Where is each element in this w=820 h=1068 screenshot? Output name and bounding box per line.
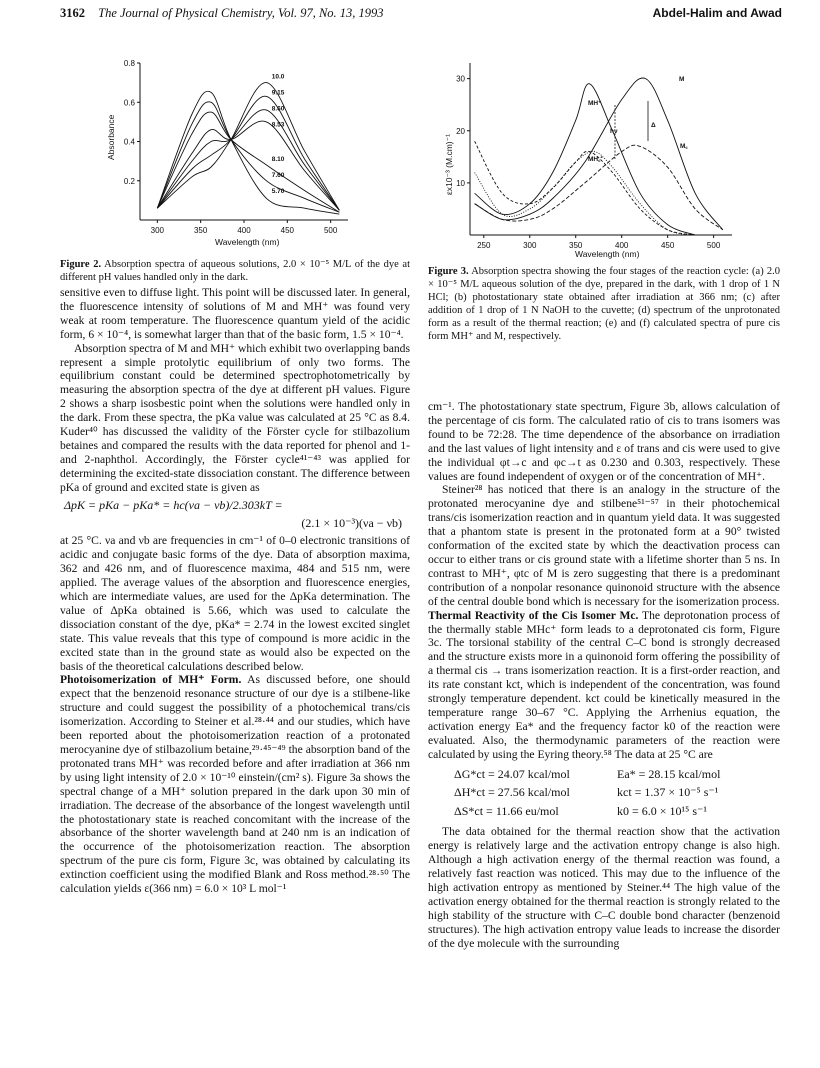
- paragraph: As discussed before, one should expect that the benzenoid resonance structure of our dye is a stilbene-like structure and could suggest the possibility of a photochemical trans/cis isomerization. According to Steiner et al.²⁸·⁴⁴ and our studies, which have been reported about the photoisomerization reaction of a protonated merocyanine dye of stilbazolium betaine,²⁹·⁴⁵⁻⁴⁹ the absorption band of the protonated trans MH⁺ was recorded before and after irradiation at 366 nm by using light intensity of 2.0 × 10⁻¹⁰ einstein/(cm² s). Figure 3a shows the spectral change of a MH⁺ solution prepared in the dark upon 30 min of irradiation. The decrease of the absorbance of the longest wavelength until the photostationary state is reached concomitant with the increase of the absorbance of the shorter wavelength band at 240 nm is an indication of the occurrence of the photoisomerization reaction. The absorption spectrum of the pure cis form, Figure 3c, was obtained by calculating its extinction coefficient using the modified Blank and Ross method.²⁸·⁵⁰ The calculation yields ε(366 nm) = 6.0 × 10³ L mol⁻¹: [60, 673, 410, 896]
- frequency-factor: k0 = 6.0 × 10¹⁵ s⁻¹: [617, 804, 707, 819]
- figure-2-curves: [157, 83, 339, 215]
- running-authors: Abdel-Halim and Awad: [652, 6, 782, 20]
- delta-h: ΔH*ct = 27.56 kcal/mol: [454, 785, 570, 800]
- section-heading: Thermal Reactivity of the Cis Isomer Mc.: [428, 608, 639, 622]
- rate-constant: kct = 1.37 × 10⁻⁵ s⁻¹: [617, 785, 719, 800]
- figure-2-caption-text: Absorption spectra of aqueous solutions, 2.0 × 10⁻⁵ M/L of the dye at different pH values handled only in the dark.: [60, 259, 410, 283]
- label-mh: MH⁺: [588, 100, 602, 107]
- paragraph: Absorption spectra of M and MH⁺ which exhibit two overlapping bands represent a simple protolytic equilibrium of only two forms. The equilibrium constant could be determined spectrophotometrically by measuring the absorption spectra of the dye at different pH values. Figure 2 shows a sharp isosbestic point when the solutions were handled only in the dark. From these spectra, the pKa value was calculated at 25 °C as 8.4. Kuder⁴⁰ has discussed the validity of the Förster cycle for stilbazolium betaines and compared the results with the data reported for phenol and 1- and 2-naphthol. Accordingly, the Förster cycle⁴¹⁻⁴³ was applied for determining the excited-state dissociation constant. The difference between pKa of ground and excited state is given as: [60, 341, 410, 494]
- figure-3-chart: [440, 55, 740, 263]
- label-mhc: MH꜀⁺: [588, 156, 603, 163]
- x-tick-label: 450: [660, 241, 675, 250]
- ph-label: 7.60: [271, 172, 285, 180]
- x-tick-label: 450: [280, 226, 295, 235]
- figure-2: [100, 55, 370, 250]
- y-tick-label: 20: [456, 126, 465, 136]
- x-tick-label: 400: [615, 241, 629, 250]
- left-column: [60, 286, 410, 896]
- ph-curve-10.0: [157, 83, 339, 211]
- y-tick-label: 30: [456, 74, 465, 84]
- x-tick-label: 350: [569, 241, 583, 250]
- journal-title: The Journal of Physical Chemistry, Vol. 97, No. 13, 1993: [98, 6, 384, 20]
- figure-3-caption-text: Absorption spectra showing the four stages of the reaction cycle: (a) 2.0 × 10⁻⁵ M/L aqueous solution of the dye, prepared in the dark, with 1 drop of 1 N HCl; (b) photostationary state obtained after irradiation at 366 nm; (c) after addition of 1 drop of 1 N NaOH to the cuvette; (d) spectrum of the unprotonated form as a result of the thermal reaction; (e) and (f) calculated spectra of pure cis form MH⁺ and M, respectively.: [428, 266, 780, 342]
- label-mc: M꜀: [680, 143, 688, 150]
- y-tick-label: 0.8: [123, 59, 135, 68]
- page-number: 3162: [60, 6, 85, 20]
- label-hv: hν: [610, 128, 618, 135]
- x-tick-label: 400: [237, 226, 251, 235]
- thermo-data-table: [454, 768, 780, 820]
- figure-3-ylabel: εx10⁻³ (M.cm)⁻¹: [444, 134, 454, 195]
- section-heading: Photoisomerization of MH⁺ Form.: [60, 673, 242, 687]
- right-column: [428, 400, 780, 950]
- paragraph: at 25 °C. νa and νb are frequencies in cm⁻¹ of 0–0 electronic transitions of acidic and conjugate basic forms of the dye. Data of absorption maxima, 362 and 426 nm, and of fluorescence maxima, 484 and 515 nm, were applied. The average values of the absorption and fluorescence energies, which are intermediate values, are used for the ΔpKa determination. The value of ΔpKa obtained is 5.66, which was used to calculate the dissociation constant of the dye, pKa* = 2.74 in the lowest excited singlet state. This value reveals that this type of compound is more acidic in the excited state than in the ground state as would also be expected on the basis of the theoretical calculations described below.: [60, 534, 410, 673]
- figure-2-chart: [100, 55, 370, 250]
- figure-2-ph-labels: [272, 74, 285, 195]
- y-tick-label: 10: [456, 178, 465, 188]
- ph-curve-8.53: [157, 121, 339, 210]
- ph-label: 8.60: [271, 105, 285, 113]
- figure-3-axes: [470, 63, 732, 235]
- y-tick-label: 0.2: [123, 176, 135, 186]
- x-tick-label: 300: [150, 226, 165, 235]
- paragraph: The deprotonation process of the thermally stable MHc⁺ form leads to a deprotonated cis form, Figure 3c. The torsional stability of the central C–C bond is strongly decreased and the structure exists more in a quinonoid form offering the possibility of a thermal cis → trans isomerization reaction. It is a first-order reaction, and its rate constant kct, which is independent of the concentration, was found strongly temperature dependent. kct could be kinetically measured in the temperature range 30–67 °C. Applying the Arrhenius equation, the activation energy Ea* and the frequency factor k0 of the reaction were evaluated. Also, the thermodynamic parameters of the reaction were calculated by using the Eyring theory.⁵⁸ The data at 25 °C are: [428, 608, 780, 761]
- ph-label: 9.15: [271, 89, 285, 97]
- paragraph: Steiner²⁸ has noticed that there is an analogy in the structure of the protonated merocyanine dye and stilbene⁵¹⁻⁵⁷ in their photochemical trans/cis isomerization reaction and in quantum yield data. It was suggested that a phantom state is present in the protonated form at a 90° twisted conformation of the excited state by which the deactivation process can occur to either trans or cis ground state with a lifetime shorter than 5 ns. In contrast to MH⁺, φtc of M is zero suggesting that there is a predominant contribution of a nonpolar resonance quinonoid structure with the absence of the central double bond which is necessary for the isomerization process.: [428, 483, 780, 608]
- figure-3: [440, 55, 740, 263]
- x-tick-label: 250: [477, 241, 491, 250]
- figure-3-caption: [428, 265, 780, 343]
- ph-label: 8.10: [271, 156, 285, 164]
- x-tick-label: 500: [706, 241, 721, 250]
- equation-delta-pk: ΔpK = pKa − pKa* = hc(νa − νb)/2.303kT =: [64, 497, 283, 512]
- figure-3-annotations: [588, 76, 688, 163]
- spectrum-curve-e: [475, 151, 696, 235]
- figure-3-caption-label: Figure 3.: [428, 266, 469, 277]
- label-delta: Δ: [651, 122, 656, 129]
- page-header: [60, 6, 782, 26]
- x-tick-label: 350: [193, 226, 208, 235]
- figure-2-caption: [60, 258, 410, 284]
- label-m: M: [679, 76, 685, 83]
- ph-label: 5.70: [271, 188, 285, 196]
- figure-2-ylabel: Absorbance: [106, 114, 116, 160]
- figure-2-axes: [140, 63, 348, 220]
- x-tick-label: 300: [523, 241, 537, 250]
- ph-label: 8.53: [271, 121, 285, 129]
- figure-3-xlabel: Wavelength (nm): [575, 249, 640, 259]
- ph-label: 10.0: [271, 73, 285, 81]
- figure-2-caption-label: Figure 2.: [60, 259, 102, 270]
- equation-delta-pk-cont: (2.1 × 10⁻³)(νa − νb): [301, 515, 402, 530]
- figure-2-xlabel: Wavelength (nm): [215, 237, 280, 247]
- paragraph: sensitive even to diffuse light. This point will be discussed later. In general, the fluorescence intensity of solutions of M and MH⁺ was found very weak at room temperature. The fluorescence quantum yield of the acidic form, 6 × 10⁻⁴, is somewhat larger than that of the basic form, 1.5 × 10⁻⁴.: [60, 286, 410, 341]
- paragraph: cm⁻¹. The photostationary state spectrum, Figure 3b, allows calculation of the percentage of cis form. The calculated ratio of cis to trans isomers was found to be 72:28. The time dependence of the absorbance on irradiation and the last values of light intensity and ε of trans and cis were used to give the individual φt→c and φc→t as 0.230 and 0.303, respectively. These values are found independent of oxygen or of the concentration of MH⁺.: [428, 400, 780, 483]
- delta-s: ΔS*ct = 11.66 eu/mol: [454, 804, 559, 819]
- activation-energy: Ea* = 28.15 kcal/mol: [617, 766, 721, 781]
- paragraph: The data obtained for the thermal reaction show that the activation energy is relatively large and the activation entropy change is also high. Although a high activation energy of the thermal reaction was found, a relatively fast reaction was noticed. This may due to the influence of the high activation entropy as mentioned by Steiner.⁴⁴ The high value of the activation energy obtained for the thermal reaction is strongly related to the high stability of the structure with C–C double bond character (benzenoid structures). The high activation entropy value leads to increase the disorder of the dye molecule with the surrounding: [428, 825, 780, 950]
- delta-g: ΔG*ct = 24.07 kcal/mol: [454, 766, 570, 781]
- x-tick-label: 500: [323, 226, 338, 235]
- y-tick-label: 0.4: [123, 137, 135, 147]
- y-tick-label: 0.6: [123, 98, 135, 108]
